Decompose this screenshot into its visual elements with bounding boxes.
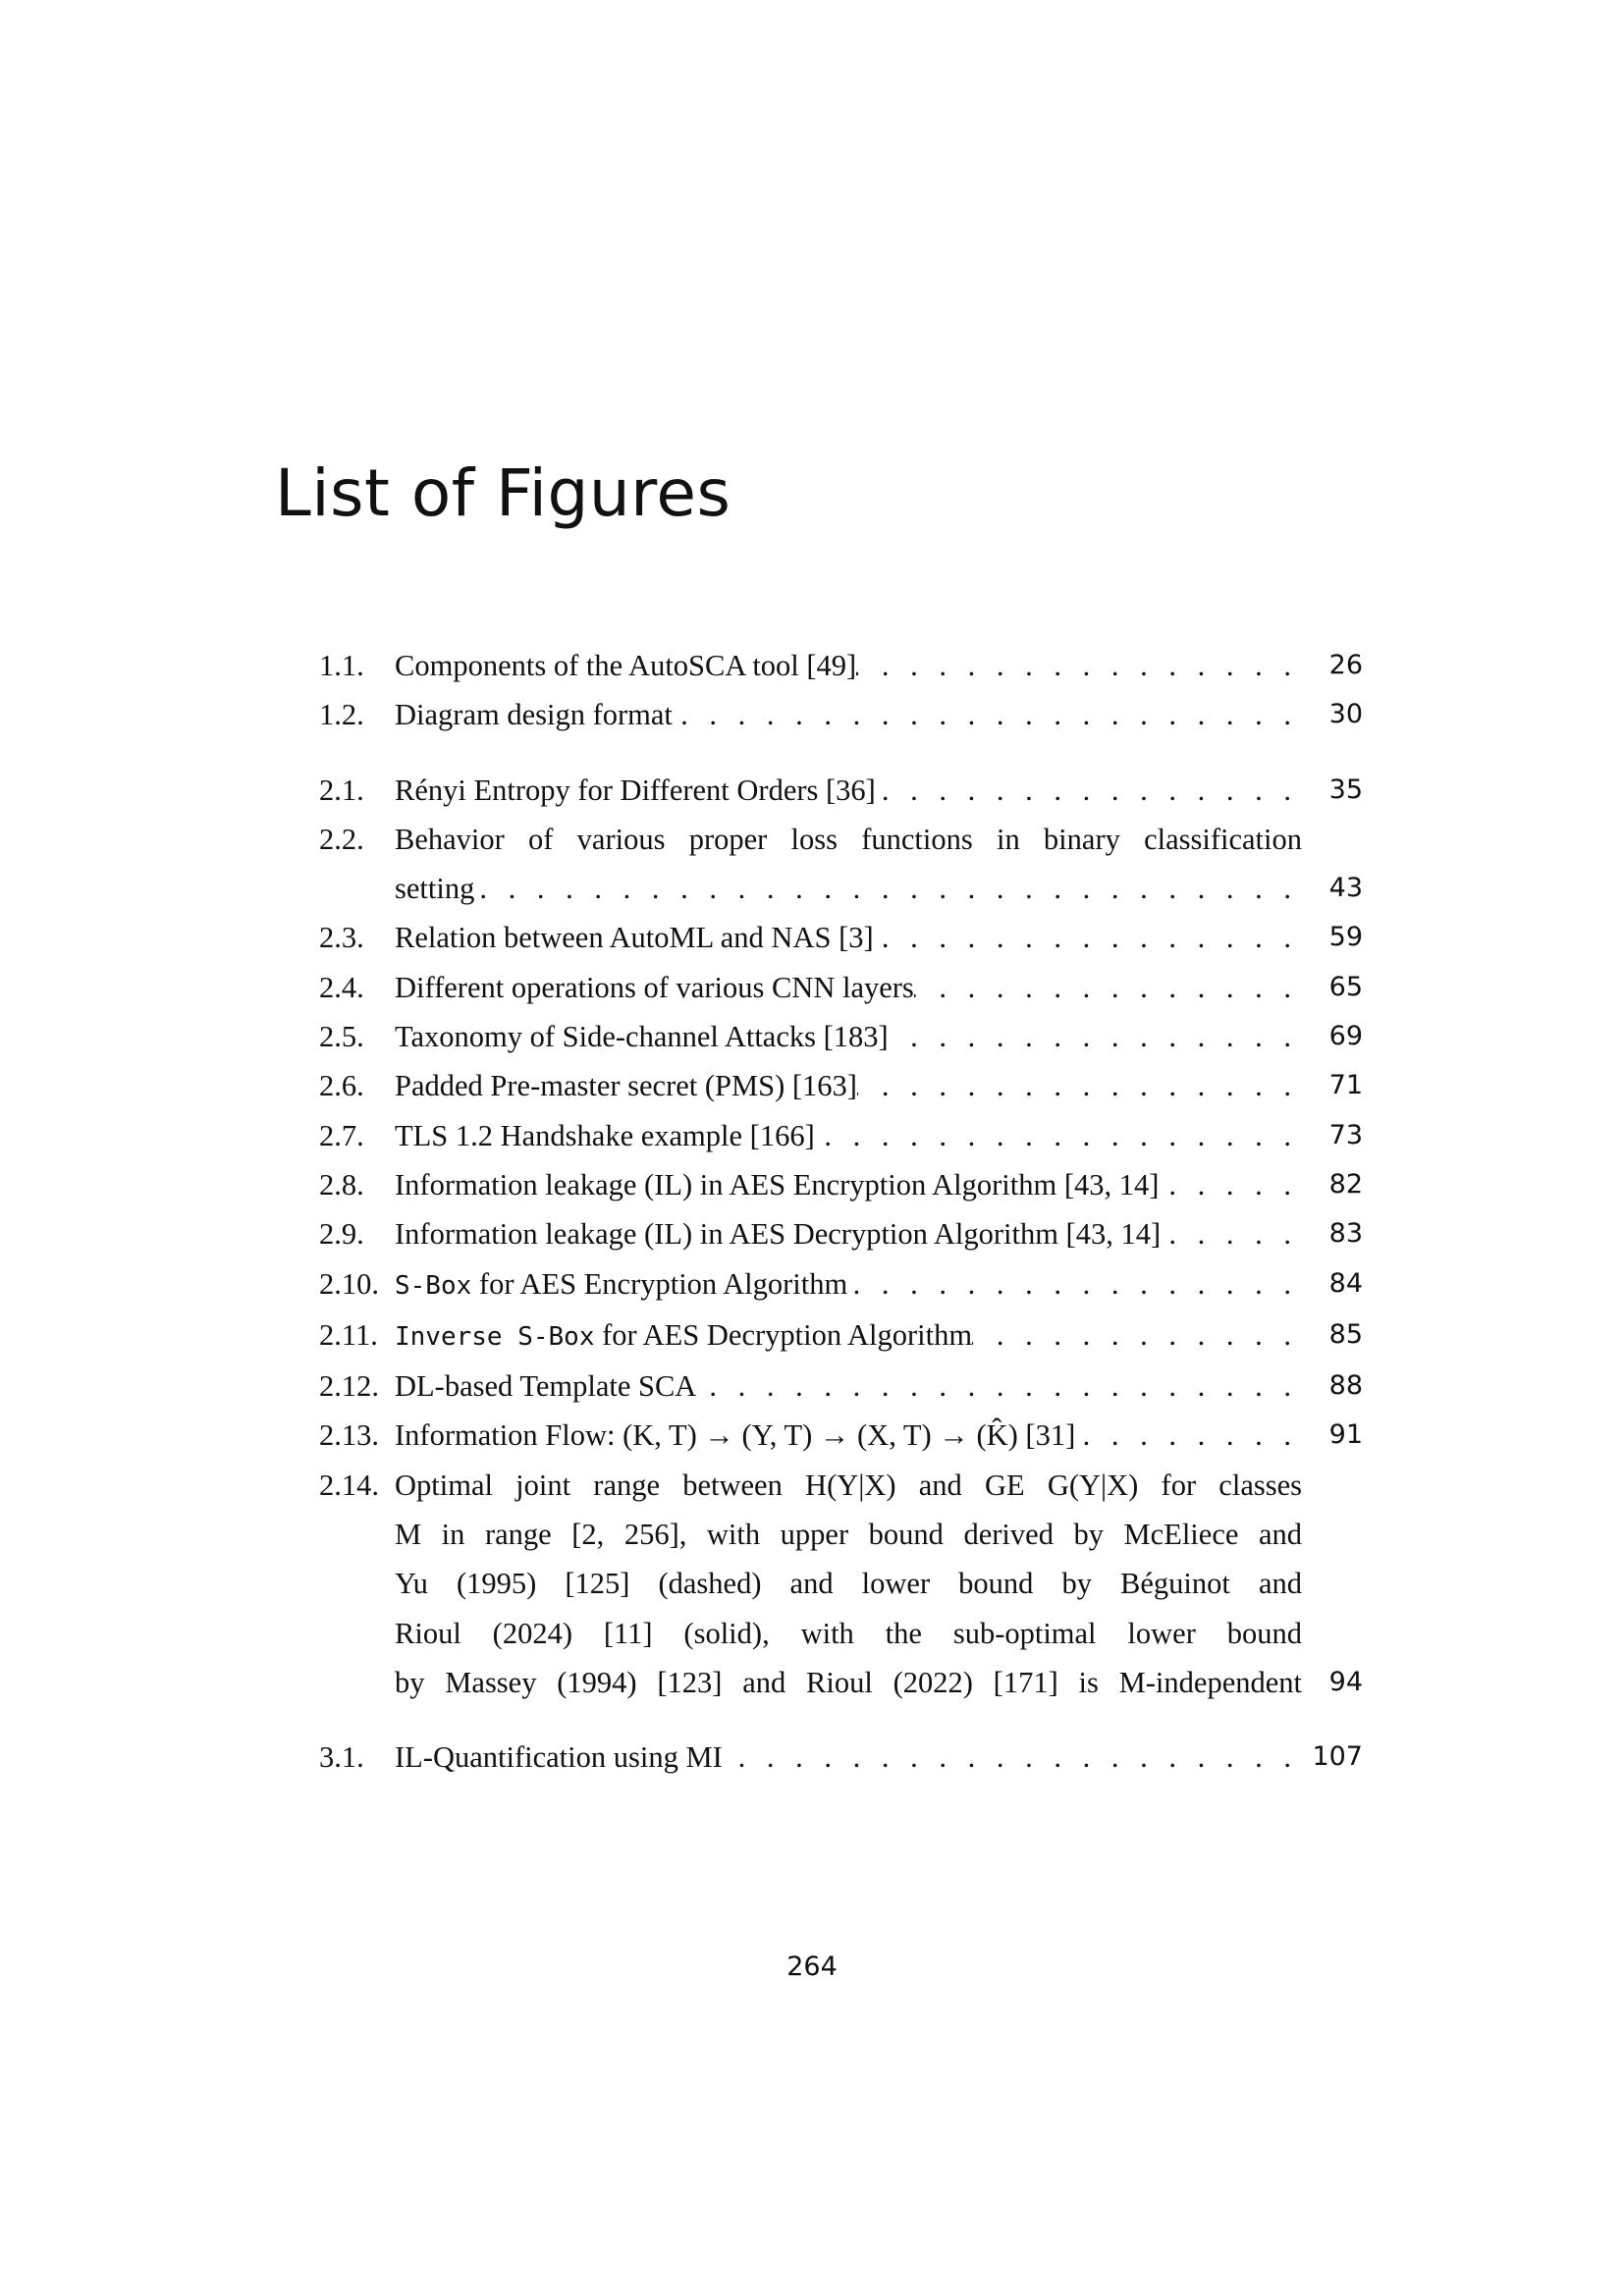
figure-title-line: Optimal joint range between H(Y|X) and GE G(Y|X) for classes xyxy=(395,1468,1302,1502)
figure-number: 2.2. xyxy=(319,822,364,856)
figure-number: 2.4. xyxy=(319,970,364,1004)
figure-number: 2.14. xyxy=(319,1468,379,1502)
figure-entry[interactable] xyxy=(319,1012,1363,1061)
figure-number: 2.11. xyxy=(319,1317,378,1352)
figure-entry[interactable] xyxy=(319,815,1363,914)
dot-leader xyxy=(847,1259,1302,1308)
list-of-figures xyxy=(319,641,1363,1783)
page-reference: 91 xyxy=(1328,1419,1363,1451)
figure-entry[interactable] xyxy=(319,641,1363,690)
dot-leader xyxy=(474,864,1302,913)
figure-number: 2.8. xyxy=(319,1167,364,1201)
page-reference: 65 xyxy=(1328,971,1363,1002)
figure-group-chapter-2 xyxy=(319,766,1363,1708)
page-reference: 71 xyxy=(1328,1070,1363,1101)
dot-leader xyxy=(914,963,1302,1012)
dot-leader xyxy=(857,1061,1302,1110)
dot-leader xyxy=(1159,1160,1302,1209)
page-reference: 35 xyxy=(1328,774,1363,805)
dot-leader xyxy=(874,913,1302,962)
figure-title-line: by Massey (1994) [123] and Rioul (2022) [171] is M-independent xyxy=(395,1665,1302,1699)
figure-title xyxy=(395,1310,972,1362)
figure-title-line: Rioul (2024) [11] (solid), with the sub-optimal lower bound xyxy=(395,1616,1302,1650)
page-reference: 69 xyxy=(1328,1021,1363,1052)
figure-title-text: for AES Encryption Algorithm xyxy=(478,1266,848,1301)
dot-leader xyxy=(972,1310,1302,1360)
page-reference: 83 xyxy=(1328,1218,1363,1250)
page-reference: 26 xyxy=(1328,650,1363,680)
figure-title: Taxonomy of Side-channel Attacks [183] xyxy=(395,1020,889,1054)
figure-number: 2.10. xyxy=(319,1266,379,1301)
figure-title: TLS 1.2 Handshake example [166] xyxy=(395,1118,815,1152)
figure-group-chapter-3 xyxy=(319,1733,1363,1782)
dot-leader xyxy=(723,1733,1302,1782)
figure-number: 2.5. xyxy=(319,1020,364,1054)
figure-number: 2.7. xyxy=(319,1118,364,1152)
figure-title-line: Yu (1995) [125] (dashed) and lower bound by Béguinot and xyxy=(395,1567,1302,1601)
figure-number: 1.2. xyxy=(319,698,364,732)
page-title: List of Figures xyxy=(275,455,731,531)
page-reference: 43 xyxy=(1328,873,1363,904)
figure-title: IL-Quantification using MI xyxy=(395,1740,723,1775)
figure-title: Information Flow: (K, T) → (Y, T) → (X, T) → (K̂) [31] xyxy=(395,1418,1076,1453)
dot-leader xyxy=(1161,1209,1302,1258)
figure-title: DL-based Template SCA xyxy=(395,1369,697,1404)
figure-entry[interactable] xyxy=(319,766,1363,815)
page-reference: 73 xyxy=(1328,1119,1363,1150)
figure-entry[interactable] xyxy=(319,690,1363,739)
figure-title-text: for AES Decryption Algorithm xyxy=(602,1317,973,1352)
figure-entry[interactable] xyxy=(319,1461,1363,1707)
figure-title: Information leakage (IL) in AES Encryption Algorithm [43, 14] xyxy=(395,1167,1160,1201)
dot-leader xyxy=(856,641,1302,690)
figure-entry[interactable] xyxy=(319,1061,1363,1110)
figure-title: Padded Pre-master secret (PMS) [163] xyxy=(395,1069,857,1103)
figure-number: 2.1. xyxy=(319,773,364,807)
page-reference: 82 xyxy=(1328,1168,1363,1200)
figure-title: Different operations of various CNN layers xyxy=(395,970,914,1004)
figure-entry[interactable] xyxy=(319,1160,1363,1209)
figure-title: Rényi Entropy for Different Orders [36] xyxy=(395,773,876,807)
figure-number: 2.12. xyxy=(319,1369,379,1404)
figure-number: 1.1. xyxy=(319,649,364,682)
dot-leader xyxy=(696,1362,1302,1411)
figure-title xyxy=(395,1259,847,1310)
figure-title-line: M in range [2, 256], with upper bound derived by McEliece and xyxy=(395,1518,1302,1552)
dot-leader xyxy=(815,1111,1302,1160)
figure-title: Information leakage (IL) in AES Decryption Algorithm [43, 14] xyxy=(395,1217,1162,1252)
dot-leader xyxy=(1075,1411,1302,1460)
page-reference: 88 xyxy=(1328,1370,1363,1402)
page-reference: 85 xyxy=(1328,1318,1363,1350)
dot-leader xyxy=(673,690,1302,739)
figure-entry[interactable] xyxy=(319,1411,1363,1460)
figure-number: 3.1. xyxy=(319,1740,364,1775)
figure-number: 2.6. xyxy=(319,1069,364,1103)
figure-title: Diagram design format xyxy=(395,698,673,732)
figure-entry[interactable] xyxy=(319,1209,1363,1258)
figure-entry[interactable] xyxy=(319,1111,1363,1160)
figure-entry[interactable] xyxy=(319,1310,1363,1362)
figure-number: 2.9. xyxy=(319,1217,364,1252)
page-reference: 94 xyxy=(1328,1666,1363,1697)
figure-title: Relation between AutoML and NAS [3] xyxy=(395,921,874,955)
code-term: Inverse S-Box xyxy=(395,1321,595,1352)
figure-number: 2.3. xyxy=(319,921,364,955)
figure-title: Components of the AutoSCA tool [49] xyxy=(395,649,857,682)
dot-leader xyxy=(889,1012,1302,1061)
figure-entry[interactable] xyxy=(319,1362,1363,1411)
page-reference: 84 xyxy=(1328,1267,1363,1299)
page-reference: 30 xyxy=(1328,699,1363,730)
figure-entry[interactable] xyxy=(319,1733,1363,1782)
figure-group-chapter-1 xyxy=(319,641,1363,740)
page-number: 264 xyxy=(786,1951,838,1982)
figure-number: 2.13. xyxy=(319,1418,379,1453)
code-term: S-Box xyxy=(395,1270,472,1301)
page-reference: 59 xyxy=(1328,922,1363,953)
page-reference: 107 xyxy=(1312,1741,1363,1773)
figure-title-line: setting xyxy=(395,872,475,906)
figure-title-line: Behavior of various proper loss functions in binary classification xyxy=(395,822,1302,856)
dot-leader xyxy=(876,766,1302,815)
figure-entry[interactable] xyxy=(319,963,1363,1012)
figure-entry[interactable] xyxy=(319,1259,1363,1310)
figure-entry[interactable] xyxy=(319,913,1363,962)
